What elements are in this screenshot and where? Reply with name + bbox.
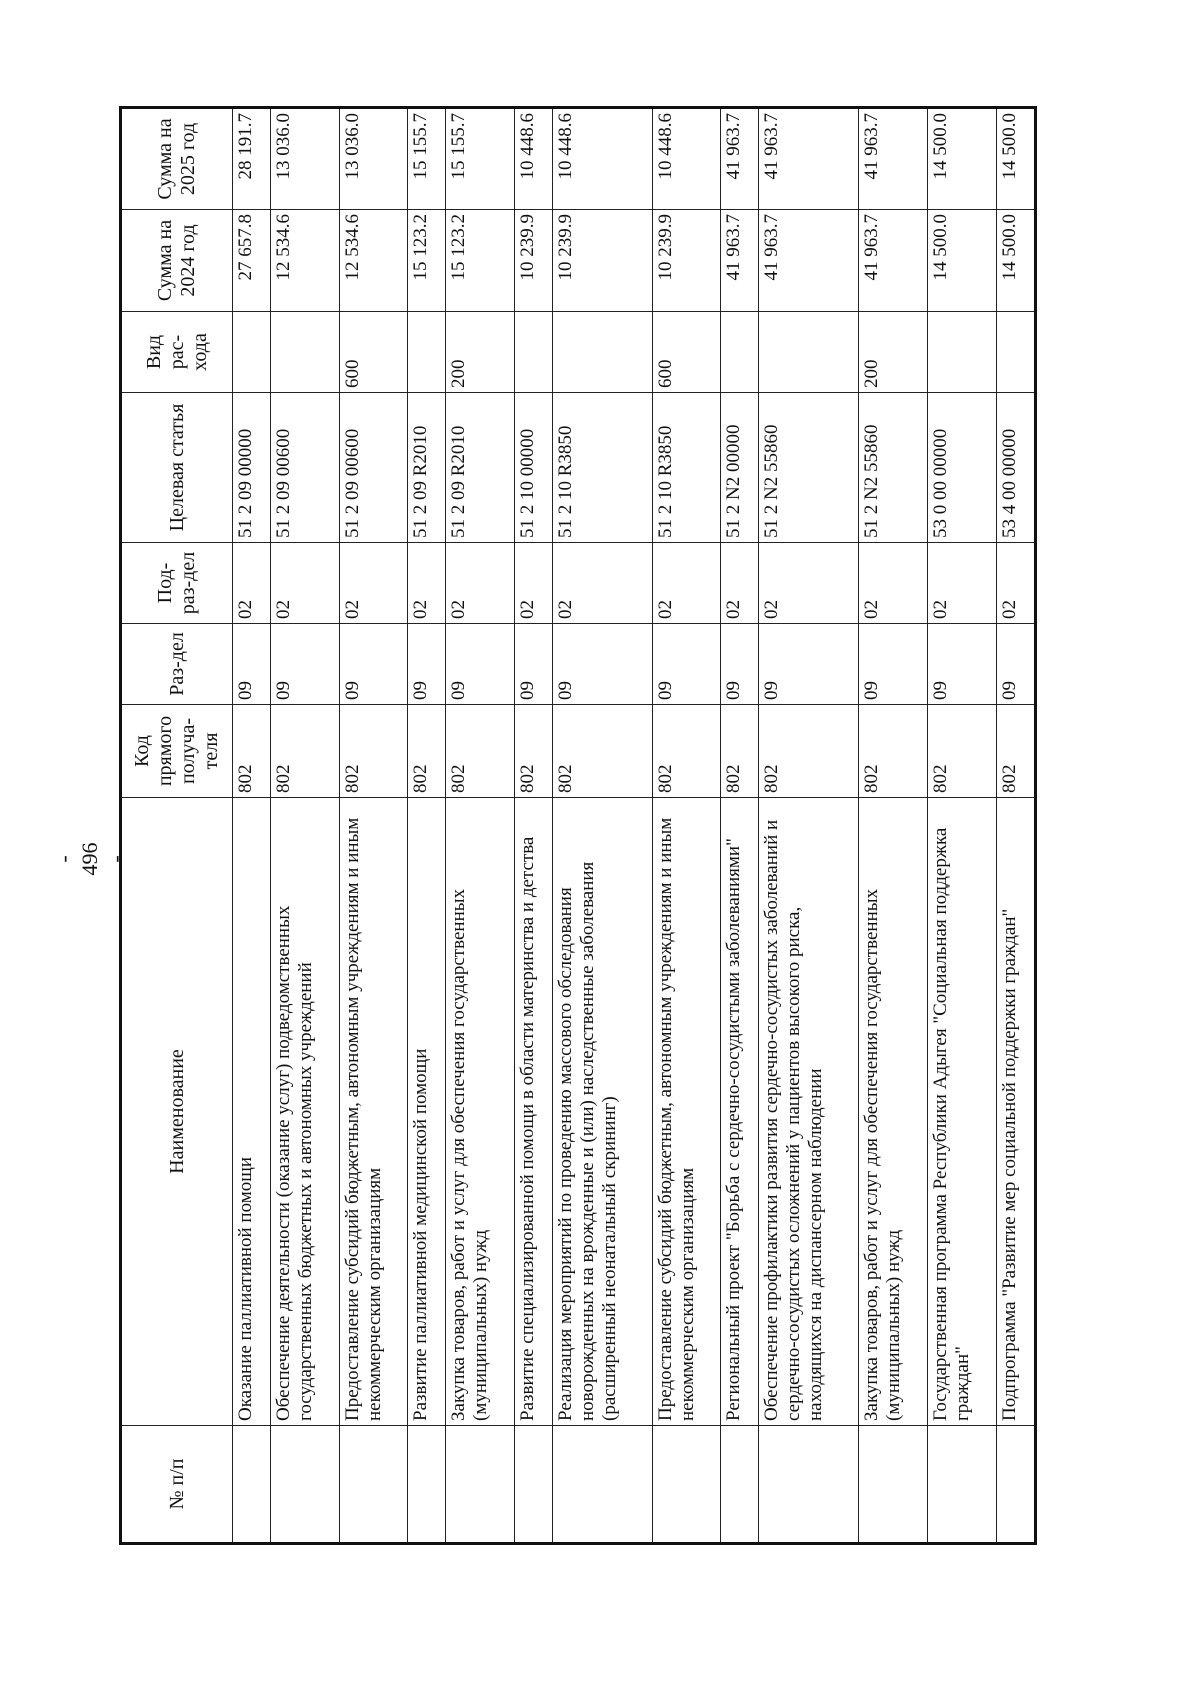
header-razdel: Раз-дел xyxy=(121,624,233,705)
table-row xyxy=(721,108,759,1544)
cell-name: Закупка товаров, работ и услуг для обеспечения государственных (муниципальных) нужд xyxy=(446,798,515,1426)
cell-razdel: 09 xyxy=(759,624,859,705)
cell-vid xyxy=(408,312,446,393)
cell-razdel: 09 xyxy=(408,624,446,705)
cell-sum2024: 15 123.2 xyxy=(446,210,515,312)
cell-kod: 802 xyxy=(859,705,928,798)
cell-name: Предоставление субсидий бюджетным, автономным учреждениям и иным некоммерческим организациям xyxy=(339,798,408,1426)
cell-sum2025: 13 036.0 xyxy=(339,108,408,210)
cell-sum2024: 27 657.8 xyxy=(233,210,271,312)
table-row xyxy=(233,108,271,1544)
cell-sum2024: 12 534.6 xyxy=(339,210,408,312)
table-row xyxy=(446,108,515,1544)
cell-kod: 802 xyxy=(408,705,446,798)
cell-podrazdel: 02 xyxy=(859,543,928,624)
cell-sum2024: 41 963.7 xyxy=(721,210,759,312)
cell-kod: 802 xyxy=(927,705,996,798)
cell-celevaya: 51 2 09 R2010 xyxy=(446,393,515,543)
cell-vid: 600 xyxy=(339,312,408,393)
cell-podrazdel: 02 xyxy=(339,543,408,624)
cell-np xyxy=(759,1426,859,1544)
cell-celevaya: 51 2 10 R3850 xyxy=(553,393,653,543)
cell-name: Подпрограмма "Развитие мер социальной поддержки граждан" xyxy=(996,798,1035,1426)
cell-celevaya: 51 2 10 00000 xyxy=(515,393,553,543)
cell-np xyxy=(859,1426,928,1544)
cell-celevaya: 51 2 09 00000 xyxy=(233,393,271,543)
cell-podrazdel: 02 xyxy=(233,543,271,624)
header-podrazdel: Под-раз-дел xyxy=(121,543,233,624)
cell-np xyxy=(515,1426,553,1544)
cell-vid: 200 xyxy=(446,312,515,393)
cell-sum2024: 41 963.7 xyxy=(859,210,928,312)
cell-np xyxy=(652,1426,721,1544)
cell-sum2025: 28 191.7 xyxy=(233,108,271,210)
cell-podrazdel: 02 xyxy=(270,543,339,624)
table-row xyxy=(408,108,446,1544)
cell-kod: 802 xyxy=(233,705,271,798)
cell-kod: 802 xyxy=(515,705,553,798)
cell-kod: 802 xyxy=(553,705,653,798)
cell-sum2025: 41 963.7 xyxy=(859,108,928,210)
cell-vid xyxy=(553,312,653,393)
cell-np xyxy=(996,1426,1035,1544)
budget-table-container xyxy=(119,109,1037,1545)
cell-kod: 802 xyxy=(446,705,515,798)
cell-sum2024: 10 239.9 xyxy=(553,210,653,312)
cell-podrazdel: 02 xyxy=(996,543,1035,624)
cell-np xyxy=(927,1426,996,1544)
cell-razdel: 09 xyxy=(927,624,996,705)
header-kod: Код прямого получа-теля xyxy=(121,705,233,798)
cell-razdel: 09 xyxy=(339,624,408,705)
cell-vid xyxy=(233,312,271,393)
cell-sum2025: 15 155.7 xyxy=(408,108,446,210)
table-row xyxy=(553,108,653,1544)
table-row xyxy=(652,108,721,1544)
cell-podrazdel: 02 xyxy=(515,543,553,624)
cell-kod: 802 xyxy=(270,705,339,798)
cell-np xyxy=(339,1426,408,1544)
cell-kod: 802 xyxy=(996,705,1035,798)
header-sum2025: Сумма на 2025 год xyxy=(121,108,233,210)
cell-razdel: 09 xyxy=(446,624,515,705)
table-row xyxy=(996,108,1035,1544)
cell-razdel: 09 xyxy=(233,624,271,705)
cell-sum2025: 10 448.6 xyxy=(515,108,553,210)
header-celevaya: Целевая статья xyxy=(121,393,233,543)
cell-celevaya: 51 2 N2 55860 xyxy=(759,393,859,543)
cell-np xyxy=(446,1426,515,1544)
cell-sum2025: 10 448.6 xyxy=(553,108,653,210)
cell-vid xyxy=(721,312,759,393)
cell-name: Реализация мероприятий по проведению массового обследования новорожденных на врожденные и (или) наследственные заболевания (расширенный неонатальный скрининг) xyxy=(553,798,653,1426)
cell-vid xyxy=(515,312,553,393)
cell-sum2024: 15 123.2 xyxy=(408,210,446,312)
cell-razdel: 09 xyxy=(652,624,721,705)
cell-podrazdel: 02 xyxy=(652,543,721,624)
cell-name: Обеспечение деятельности (оказание услуг) подведомственных государственных бюджетных и автономных учреждений xyxy=(270,798,339,1426)
cell-podrazdel: 02 xyxy=(721,543,759,624)
cell-sum2025: 10 448.6 xyxy=(652,108,721,210)
cell-sum2025: 15 155.7 xyxy=(446,108,515,210)
cell-sum2025: 41 963.7 xyxy=(759,108,859,210)
table-row xyxy=(270,108,339,1544)
cell-np xyxy=(553,1426,653,1544)
cell-vid xyxy=(270,312,339,393)
cell-sum2025: 14 500.0 xyxy=(996,108,1035,210)
cell-kod: 802 xyxy=(652,705,721,798)
table-row xyxy=(927,108,996,1544)
cell-podrazdel: 02 xyxy=(927,543,996,624)
cell-sum2025: 41 963.7 xyxy=(721,108,759,210)
cell-razdel: 09 xyxy=(996,624,1035,705)
cell-name: Оказание паллиативной помощи xyxy=(233,798,271,1426)
cell-razdel: 09 xyxy=(721,624,759,705)
cell-name: Региональный проект "Борьба с сердечно-сосудистыми заболеваниями" xyxy=(721,798,759,1426)
cell-name: Обеспечение профилактики развития сердечно-сосудистых заболеваний и сердечно-сосудистых осложнений у пациентов высокого риска, находящихся на диспансерном наблюдении xyxy=(759,798,859,1426)
cell-np xyxy=(270,1426,339,1544)
cell-np xyxy=(233,1426,271,1544)
cell-celevaya: 51 2 09 R2010 xyxy=(408,393,446,543)
table-row xyxy=(339,108,408,1544)
cell-sum2025: 14 500.0 xyxy=(927,108,996,210)
cell-kod: 802 xyxy=(759,705,859,798)
page-number: - 496 - xyxy=(51,842,128,876)
cell-sum2024: 41 963.7 xyxy=(759,210,859,312)
cell-razdel: 09 xyxy=(515,624,553,705)
cell-celevaya: 51 2 09 00600 xyxy=(270,393,339,543)
cell-razdel: 09 xyxy=(270,624,339,705)
cell-sum2024: 14 500.0 xyxy=(996,210,1035,312)
cell-podrazdel: 02 xyxy=(408,543,446,624)
cell-sum2025: 13 036.0 xyxy=(270,108,339,210)
table-row xyxy=(515,108,553,1544)
cell-vid: 200 xyxy=(859,312,928,393)
cell-name: Государственная программа Республики Адыгея "Социальная поддержка граждан" xyxy=(927,798,996,1426)
cell-celevaya: 51 2 09 00600 xyxy=(339,393,408,543)
cell-celevaya: 53 4 00 00000 xyxy=(996,393,1035,543)
header-sum2024: Сумма на 2024 год xyxy=(121,210,233,312)
cell-np xyxy=(721,1426,759,1544)
cell-kod: 802 xyxy=(721,705,759,798)
table-header-row xyxy=(121,108,233,1544)
cell-sum2024: 12 534.6 xyxy=(270,210,339,312)
cell-vid xyxy=(996,312,1035,393)
cell-name: Развитие специализированной помощи в области материнства и детства xyxy=(515,798,553,1426)
cell-sum2024: 10 239.9 xyxy=(652,210,721,312)
cell-celevaya: 51 2 N2 55860 xyxy=(859,393,928,543)
cell-name: Предоставление субсидий бюджетным, автономным учреждениям и иным некоммерческим организациям xyxy=(652,798,721,1426)
table-row xyxy=(859,108,928,1544)
cell-name: Закупка товаров, работ и услуг для обеспечения государственных (муниципальных) нужд xyxy=(859,798,928,1426)
cell-sum2024: 14 500.0 xyxy=(927,210,996,312)
cell-np xyxy=(408,1426,446,1544)
header-np: № п/п xyxy=(121,1426,233,1544)
header-name: Наименование xyxy=(121,798,233,1426)
cell-vid xyxy=(759,312,859,393)
cell-vid xyxy=(927,312,996,393)
cell-celevaya: 51 2 N2 00000 xyxy=(721,393,759,543)
budget-table xyxy=(119,106,1037,1545)
cell-podrazdel: 02 xyxy=(446,543,515,624)
cell-podrazdel: 02 xyxy=(759,543,859,624)
cell-name: Развитие паллиативной медицинской помощи xyxy=(408,798,446,1426)
cell-sum2024: 10 239.9 xyxy=(515,210,553,312)
cell-celevaya: 53 0 00 00000 xyxy=(927,393,996,543)
cell-razdel: 09 xyxy=(553,624,653,705)
header-vid: Вид рас-хода xyxy=(121,312,233,393)
cell-celevaya: 51 2 10 R3850 xyxy=(652,393,721,543)
cell-kod: 802 xyxy=(339,705,408,798)
cell-vid: 600 xyxy=(652,312,721,393)
cell-razdel: 09 xyxy=(859,624,928,705)
cell-podrazdel: 02 xyxy=(553,543,653,624)
table-row xyxy=(759,108,859,1544)
